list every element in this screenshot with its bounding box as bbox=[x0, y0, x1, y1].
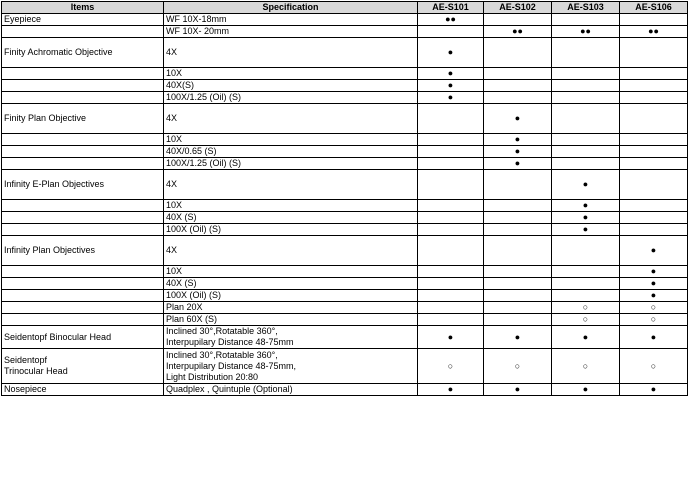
availability-mark-s101 bbox=[418, 170, 484, 200]
specification-cell: 100X/1.25 (Oil) (S) bbox=[164, 158, 418, 170]
availability-mark-s101 bbox=[418, 158, 484, 170]
specification-cell: 40X (S) bbox=[164, 212, 418, 224]
availability-mark-s101 bbox=[418, 200, 484, 212]
availability-mark-s101 bbox=[418, 314, 484, 326]
table-row bbox=[2, 158, 688, 170]
availability-mark-s102 bbox=[484, 278, 552, 290]
specification-cell: Quadplex , Quintuple (Optional) bbox=[164, 384, 418, 396]
header-ae-s101: AE-S101 bbox=[418, 2, 484, 14]
specification-cell: 4X bbox=[164, 170, 418, 200]
header-ae-s102: AE-S102 bbox=[484, 2, 552, 14]
availability-mark-s103 bbox=[552, 92, 620, 104]
availability-mark-s106: ●● bbox=[620, 26, 688, 38]
availability-mark-s103 bbox=[552, 68, 620, 80]
availability-mark-s103 bbox=[552, 236, 620, 266]
item-cell: Finity Achromatic Objective bbox=[2, 38, 164, 68]
availability-mark-s102: ● bbox=[484, 384, 552, 396]
table-row bbox=[2, 278, 688, 290]
item-cell bbox=[2, 224, 164, 236]
item-cell bbox=[2, 146, 164, 158]
item-cell bbox=[2, 158, 164, 170]
availability-mark-s101 bbox=[418, 146, 484, 158]
availability-mark-s103 bbox=[552, 14, 620, 26]
availability-mark-s106: ● bbox=[620, 290, 688, 302]
availability-mark-s103 bbox=[552, 80, 620, 92]
availability-mark-s106 bbox=[620, 146, 688, 158]
availability-mark-s101: ● bbox=[418, 80, 484, 92]
availability-mark-s103 bbox=[552, 104, 620, 134]
availability-mark-s102 bbox=[484, 302, 552, 314]
specification-cell: 4X bbox=[164, 38, 418, 68]
item-cell bbox=[2, 200, 164, 212]
specification-cell: 40X/0.65 (S) bbox=[164, 146, 418, 158]
availability-mark-s101: ● bbox=[418, 92, 484, 104]
table-row bbox=[2, 314, 688, 326]
availability-mark-s106 bbox=[620, 92, 688, 104]
specification-cell: 100X/1.25 (Oil) (S) bbox=[164, 92, 418, 104]
availability-mark-s103: ● bbox=[552, 212, 620, 224]
availability-mark-s101: ○ bbox=[418, 349, 484, 384]
availability-mark-s106 bbox=[620, 158, 688, 170]
table-row bbox=[2, 200, 688, 212]
availability-mark-s103: ● bbox=[552, 170, 620, 200]
item-cell bbox=[2, 92, 164, 104]
availability-mark-s101 bbox=[418, 302, 484, 314]
specification-cell: Inclined 30°,Rotatable 360°, Interpupilary Distance 48-75mm bbox=[164, 326, 418, 349]
availability-mark-s101 bbox=[418, 212, 484, 224]
availability-mark-s101: ● bbox=[418, 326, 484, 349]
item-cell: Infinity E-Plan Objectives bbox=[2, 170, 164, 200]
specification-cell: 10X bbox=[164, 68, 418, 80]
availability-mark-s101: ●● bbox=[418, 14, 484, 26]
availability-mark-s102: ● bbox=[484, 158, 552, 170]
specification-cell: Plan 20X bbox=[164, 302, 418, 314]
specification-cell: Inclined 30°,Rotatable 360°, Interpupilary Distance 48-75mm, Light Distribution 20:80 bbox=[164, 349, 418, 384]
table-row bbox=[2, 326, 688, 349]
availability-mark-s106 bbox=[620, 200, 688, 212]
specification-cell: Plan 60X (S) bbox=[164, 314, 418, 326]
availability-mark-s106: ○ bbox=[620, 349, 688, 384]
availability-mark-s106: ● bbox=[620, 326, 688, 349]
specification-cell: WF 10X- 20mm bbox=[164, 26, 418, 38]
availability-mark-s102 bbox=[484, 224, 552, 236]
availability-mark-s103 bbox=[552, 134, 620, 146]
table-row bbox=[2, 224, 688, 236]
table-row bbox=[2, 68, 688, 80]
availability-mark-s102: ●● bbox=[484, 26, 552, 38]
availability-mark-s106 bbox=[620, 14, 688, 26]
specification-cell: 40X(S) bbox=[164, 80, 418, 92]
availability-mark-s103: ● bbox=[552, 224, 620, 236]
availability-mark-s103 bbox=[552, 146, 620, 158]
table-row bbox=[2, 92, 688, 104]
spec-table bbox=[1, 1, 688, 396]
availability-mark-s106 bbox=[620, 68, 688, 80]
table-row bbox=[2, 104, 688, 134]
table-row bbox=[2, 384, 688, 396]
item-cell: Eyepiece bbox=[2, 14, 164, 26]
header-items: Items bbox=[2, 2, 164, 14]
availability-mark-s102 bbox=[484, 212, 552, 224]
item-cell: Seidentopf Binocular Head bbox=[2, 326, 164, 349]
availability-mark-s102: ● bbox=[484, 134, 552, 146]
table-row bbox=[2, 26, 688, 38]
item-cell bbox=[2, 266, 164, 278]
availability-mark-s106: ● bbox=[620, 278, 688, 290]
header-ae-s106: AE-S106 bbox=[620, 2, 688, 14]
table-row bbox=[2, 266, 688, 278]
table-row bbox=[2, 290, 688, 302]
specification-cell: 40X (S) bbox=[164, 278, 418, 290]
availability-mark-s106: ○ bbox=[620, 302, 688, 314]
availability-mark-s102 bbox=[484, 92, 552, 104]
availability-mark-s103: ○ bbox=[552, 302, 620, 314]
availability-mark-s103: ● bbox=[552, 200, 620, 212]
availability-mark-s102 bbox=[484, 38, 552, 68]
availability-mark-s102: ● bbox=[484, 104, 552, 134]
table-row bbox=[2, 146, 688, 158]
table-row bbox=[2, 236, 688, 266]
item-cell: Finity Plan Objective bbox=[2, 104, 164, 134]
availability-mark-s101 bbox=[418, 266, 484, 278]
availability-mark-s101 bbox=[418, 104, 484, 134]
availability-mark-s106 bbox=[620, 170, 688, 200]
availability-mark-s102: ● bbox=[484, 326, 552, 349]
specification-cell: WF 10X-18mm bbox=[164, 14, 418, 26]
specification-cell: 10X bbox=[164, 134, 418, 146]
availability-mark-s102: ○ bbox=[484, 349, 552, 384]
availability-mark-s101 bbox=[418, 278, 484, 290]
availability-mark-s102 bbox=[484, 14, 552, 26]
availability-mark-s101: ● bbox=[418, 68, 484, 80]
availability-mark-s102 bbox=[484, 236, 552, 266]
item-cell bbox=[2, 212, 164, 224]
table-row bbox=[2, 134, 688, 146]
availability-mark-s103: ● bbox=[552, 384, 620, 396]
availability-mark-s102: ● bbox=[484, 146, 552, 158]
availability-mark-s102 bbox=[484, 290, 552, 302]
table-row bbox=[2, 302, 688, 314]
specification-cell: 4X bbox=[164, 236, 418, 266]
item-cell bbox=[2, 290, 164, 302]
availability-mark-s101 bbox=[418, 236, 484, 266]
availability-mark-s106: ● bbox=[620, 384, 688, 396]
availability-mark-s106: ○ bbox=[620, 314, 688, 326]
header-row bbox=[2, 2, 688, 14]
availability-mark-s106 bbox=[620, 134, 688, 146]
availability-mark-s102 bbox=[484, 80, 552, 92]
item-cell bbox=[2, 68, 164, 80]
availability-mark-s106: ● bbox=[620, 266, 688, 278]
item-cell: Seidentopf Trinocular Head bbox=[2, 349, 164, 384]
table-row bbox=[2, 349, 688, 384]
availability-mark-s102 bbox=[484, 266, 552, 278]
item-cell bbox=[2, 278, 164, 290]
availability-mark-s106 bbox=[620, 224, 688, 236]
table-row bbox=[2, 80, 688, 92]
specification-cell: 100X (Oil) (S) bbox=[164, 224, 418, 236]
availability-mark-s102 bbox=[484, 170, 552, 200]
availability-mark-s101: ● bbox=[418, 38, 484, 68]
availability-mark-s103 bbox=[552, 278, 620, 290]
availability-mark-s103: ○ bbox=[552, 349, 620, 384]
availability-mark-s103 bbox=[552, 38, 620, 68]
availability-mark-s103: ● bbox=[552, 326, 620, 349]
item-cell bbox=[2, 302, 164, 314]
specification-cell: 4X bbox=[164, 104, 418, 134]
header-specification: Specification bbox=[164, 2, 418, 14]
specification-cell: 10X bbox=[164, 266, 418, 278]
availability-mark-s101: ● bbox=[418, 384, 484, 396]
availability-mark-s106 bbox=[620, 104, 688, 134]
availability-mark-s102 bbox=[484, 200, 552, 212]
item-cell: Nosepiece bbox=[2, 384, 164, 396]
availability-mark-s102 bbox=[484, 314, 552, 326]
specification-cell: 10X bbox=[164, 200, 418, 212]
availability-mark-s102 bbox=[484, 68, 552, 80]
item-cell bbox=[2, 26, 164, 38]
item-cell bbox=[2, 80, 164, 92]
availability-mark-s106 bbox=[620, 212, 688, 224]
availability-mark-s106: ● bbox=[620, 236, 688, 266]
item-cell: Infinity Plan Objectives bbox=[2, 236, 164, 266]
specification-cell: 100X (Oil) (S) bbox=[164, 290, 418, 302]
availability-mark-s101 bbox=[418, 26, 484, 38]
availability-mark-s103 bbox=[552, 158, 620, 170]
availability-mark-s103 bbox=[552, 266, 620, 278]
item-cell bbox=[2, 314, 164, 326]
availability-mark-s101 bbox=[418, 134, 484, 146]
availability-mark-s106 bbox=[620, 80, 688, 92]
availability-mark-s101 bbox=[418, 224, 484, 236]
table-row bbox=[2, 170, 688, 200]
availability-mark-s103: ●● bbox=[552, 26, 620, 38]
availability-mark-s106 bbox=[620, 38, 688, 68]
table-row bbox=[2, 212, 688, 224]
table-row bbox=[2, 38, 688, 68]
availability-mark-s103: ○ bbox=[552, 314, 620, 326]
header-ae-s103: AE-S103 bbox=[552, 2, 620, 14]
availability-mark-s101 bbox=[418, 290, 484, 302]
item-cell bbox=[2, 134, 164, 146]
table-row bbox=[2, 14, 688, 26]
availability-mark-s103 bbox=[552, 290, 620, 302]
